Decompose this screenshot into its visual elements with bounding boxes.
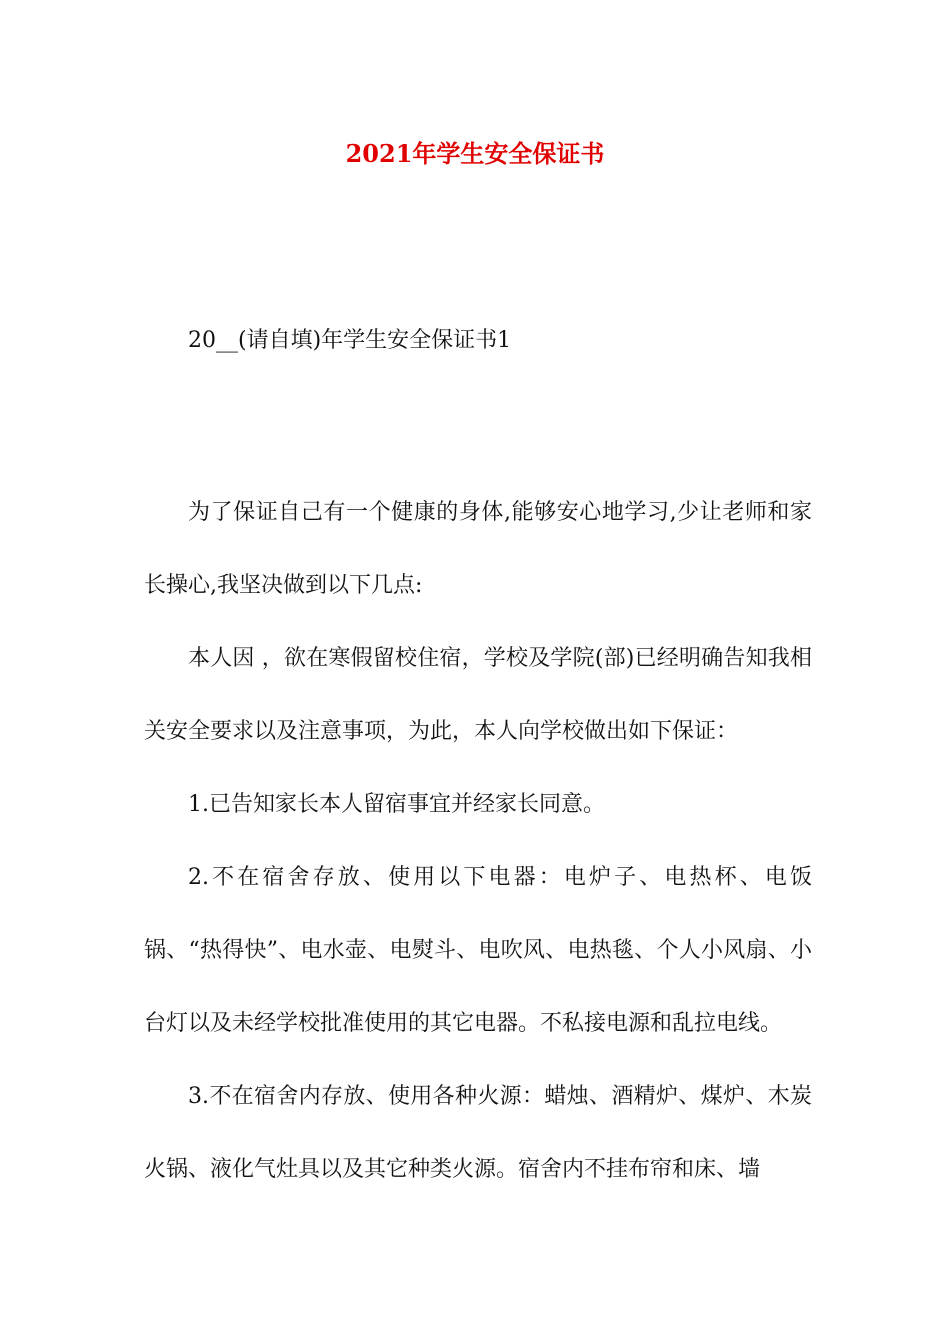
document-title: 2021年学生安全保证书 [345, 139, 605, 168]
document-subtitle: 20__(请自填)年学生安全保证书1 [188, 328, 512, 353]
document-body [144, 476, 812, 1206]
paragraph-item-1: 1.已告知家长本人留宿事宜并经家长同意。 [188, 792, 605, 817]
paragraph-intro: 为了保证自己有一个健康的身体,能够安心地学习,少让老师和家长操心,我坚决做到以下几点: [144, 500, 812, 598]
paragraph-item-3: 3.不在宿舍内存放、使用各种火源：蜡烛、酒精炉、煤炉、木炭火锅、液化气灶具以及其它种类火源。宿舍内不挂布帘和床、墙 [144, 1084, 812, 1182]
paragraph-item-2: 2.不在宿舍存放、使用以下电器：电炉子、电热杯、电饭锅、“热得快”、电水壶、电熨斗、电吹风、电热毯、个人小风扇、小台灯以及未经学校批准使用的其它电器。不私接电源和乱拉电线。 [144, 865, 812, 1036]
paragraph-statement: 本人因 ，欲在寒假留校住宿，学校及学院(部)已经明确告知我相关安全要求以及注意事项，为此，本人向学校做出如下保证： [144, 646, 812, 744]
